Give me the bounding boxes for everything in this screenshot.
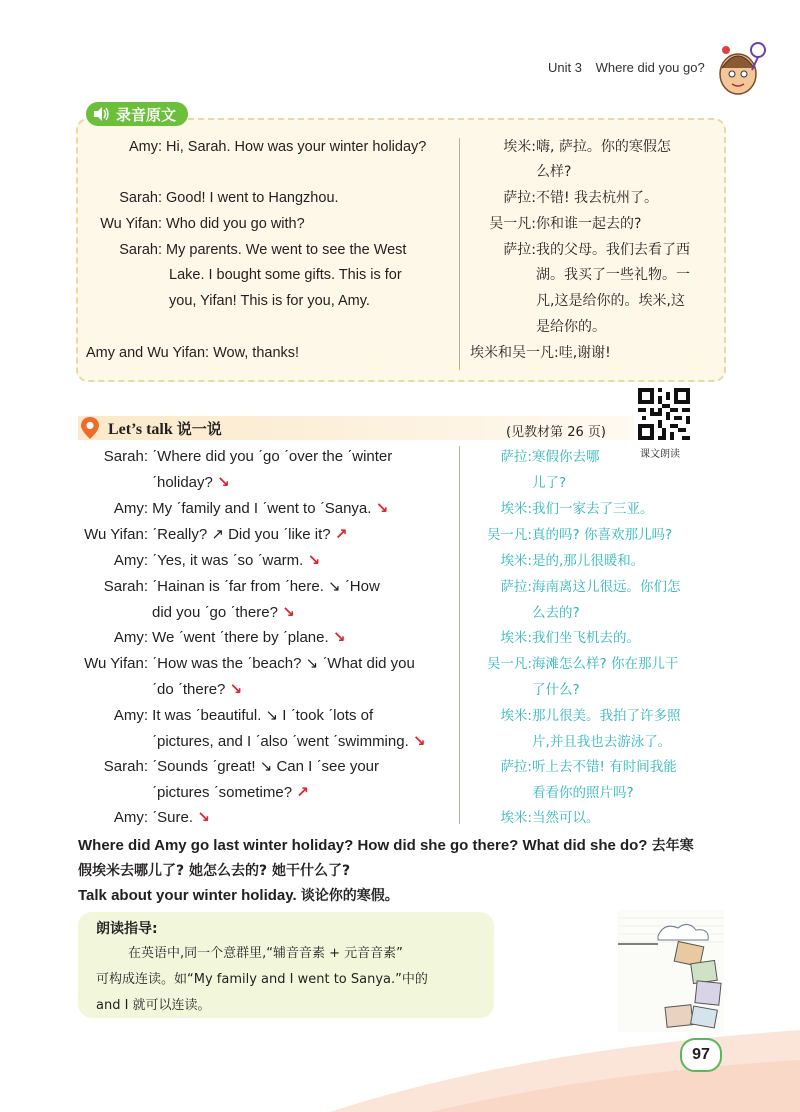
location-pin-icon (80, 416, 100, 440)
rec-zh-text: 凡,这是给你的。埃米,这 (536, 293, 685, 309)
rec-zh-text: 不错! 我去杭州了。 (536, 190, 659, 206)
translation-line (476, 578, 681, 596)
falling-intonation-icon: ↘ (412, 733, 426, 750)
speaker-label: Amy: (128, 139, 162, 155)
unit-label: Unit 3 (548, 60, 582, 75)
speaker-label: Sarah: (103, 758, 148, 775)
dialogue-line (78, 707, 373, 725)
dialogue-text: ˊWhere did you ˊgo ˊover the ˊwinter (152, 448, 393, 465)
dialogue-line (152, 604, 295, 622)
dialogue-line (78, 500, 388, 518)
speaker-label: Wu Yifan: (100, 216, 162, 232)
reading-guide-line: 可构成连读。如“My family and I went to Sanya.”中的 (96, 972, 428, 987)
speaker-label: Sarah: (119, 242, 162, 258)
rec-zh-line (470, 189, 658, 207)
dialogue-line (152, 474, 230, 492)
rec-en-text: Good! I went to Hangzhou. (166, 190, 339, 206)
speaker-label: 萨拉: (500, 449, 532, 465)
rec-en-line (86, 241, 406, 259)
talk-title-cn: 说一说 (176, 420, 222, 438)
dialogue-text: ˊHow was the ˊbeach? ↘ ˊWhat did you (152, 655, 415, 672)
dialogue-line (78, 552, 320, 570)
translation-text: 儿了? (532, 475, 567, 491)
speaker-label: Sarah: (103, 578, 148, 595)
question-en: Where did Amy go last winter holiday? How did she go there? What did she do? (78, 837, 648, 854)
dialogue-text: ˊYes, it was ˊso ˊwarm. (152, 552, 304, 569)
speaker-label: Amy and Wu Yifan: (86, 345, 210, 361)
speaker-label: 埃米: (500, 810, 532, 826)
rec-zh-line (470, 344, 611, 362)
question-cn: 假埃米去哪儿了? 她怎么去的? 她干什么了? (78, 863, 351, 879)
rec-zh-text: 哇,谢谢! (558, 345, 611, 361)
speaker-label: Sarah: (103, 448, 148, 465)
rec-zh-text: 是给你的。 (536, 319, 606, 335)
speaker-label: 埃米和吴一凡: (470, 345, 559, 361)
qr-label: 课文朗读 (640, 449, 680, 460)
page-number (680, 1038, 722, 1072)
dialogue-line (152, 784, 309, 802)
translation-line (476, 809, 600, 827)
rising-intonation-icon: ↗ (296, 784, 309, 801)
translation-text: 听上去不错! 有时间我能 (532, 759, 677, 775)
dialogue-text: My ˊfamily and I ˊwent to ˊSanya. (152, 500, 372, 517)
translation-text: 是的,那儿很暖和。 (532, 553, 645, 569)
rec-zh-text: 嗨, 萨拉。你的寒假怎 (536, 139, 671, 155)
dialogue-text: ˊSure. (152, 809, 194, 826)
translation-line (476, 629, 640, 647)
translation-text: 寒假你去哪 (532, 449, 600, 465)
reading-guide-line: 在英语中,同一个意群里,“辅音音素 + 元音音素” (128, 946, 403, 961)
recording-badge[interactable] (86, 102, 188, 126)
translation-text: 海滩怎么样? 你在那儿干 (532, 656, 679, 672)
textbook-reference: (见教材第 26 页) (506, 425, 606, 440)
rec-zh-line (470, 241, 690, 259)
speaker-label: 萨拉: (500, 759, 532, 775)
reading-guide-title: 朗读指导: (96, 921, 158, 937)
rec-zh-text: 你和谁一起去的? (536, 216, 642, 232)
speaker-label: 埃米: (500, 501, 532, 517)
column-divider (459, 138, 460, 370)
falling-intonation-icon: ↘ (229, 681, 243, 698)
dialogue-text: ˊpictures ˊsometime? (152, 784, 293, 801)
translation-text: 我们一家去了三亚。 (532, 501, 654, 517)
dialogue-text: ˊReally? ↗ Did you ˊlike it? (152, 526, 331, 543)
speaker-label: Wu Yifan: (84, 526, 148, 543)
speaker-label: 埃米: (503, 139, 536, 155)
speaker-label: Amy: (113, 552, 148, 569)
dialogue-text: ˊHainan is ˊfar from ˊhere. ↘ ˊHow (152, 578, 380, 595)
rec-en-text: Lake. I bought some gifts. This is for (169, 267, 402, 283)
speaker-label: 埃米: (500, 630, 532, 646)
dialogue-text: ˊholiday? (152, 474, 213, 491)
rec-zh-text: 我的父母。我们去看了西 (536, 242, 690, 258)
translation-text: 当然可以。 (532, 810, 600, 826)
dialogue-line (78, 448, 392, 466)
rec-zh-text: 么样? (536, 164, 572, 180)
falling-intonation-icon: ↘ (307, 552, 321, 569)
dialogue-text: ˊdo ˊthere? (152, 681, 226, 698)
speaker-label: Amy: (113, 500, 148, 517)
reading-guide-line: and I 就可以连读。 (96, 998, 211, 1013)
translation-line (476, 448, 600, 466)
rec-en-line (86, 189, 339, 207)
rec-en-text: Wow, thanks! (213, 345, 300, 361)
rec-en-line (86, 138, 426, 156)
speaker-label: 吴一凡: (486, 656, 532, 672)
speaker-icon (92, 105, 110, 123)
speaker-label: Amy: (113, 629, 148, 646)
rec-zh-line (470, 215, 641, 233)
rec-en-line (86, 215, 305, 233)
rec-zh-line (470, 138, 671, 156)
rec-en-text: Who did you go with? (166, 216, 305, 232)
translation-text: 我们坐飞机去的。 (532, 630, 640, 646)
column-divider (459, 446, 460, 824)
speaker-label: 埃米: (500, 708, 532, 724)
translation-text: 那儿很美。我拍了许多照 (532, 708, 681, 724)
talk-title (108, 418, 222, 439)
holiday-photos-illustration (618, 910, 724, 1032)
translation-line (476, 526, 672, 544)
question-line (78, 885, 399, 905)
dialogue-line (78, 809, 210, 827)
dialogue-line (78, 526, 347, 544)
speaker-label: 萨拉: (503, 190, 536, 206)
dialogue-line (78, 578, 380, 596)
translation-text: 看看你的照片吗? (532, 785, 634, 801)
question-cn: 谈论你的寒假。 (300, 888, 399, 904)
recording-badge-label: 录音原文 (116, 105, 177, 124)
question-line (78, 835, 694, 855)
question-cn: 去年寒 (651, 838, 694, 854)
rec-zh-text: 湖。我买了一些礼物。一 (536, 267, 690, 283)
dialogue-text: ˊpictures, and I ˊalso ˊwent ˊswimming. (152, 733, 409, 750)
translation-line (476, 655, 678, 673)
speaker-label: Amy: (113, 809, 148, 826)
dialogue-text: It was ˊbeautiful. ↘ I ˊtook ˊlots of (152, 707, 374, 724)
dialogue-text: ˊSounds ˊgreat! ↘ Can I ˊsee your (152, 758, 380, 775)
unit-title: Where did you go? (595, 60, 705, 75)
dialogue-line (78, 655, 415, 673)
translation-text: 么去的? (532, 605, 580, 621)
dialogue-line (152, 733, 426, 751)
dialogue-line (78, 629, 345, 647)
speaker-label: 吴一凡: (486, 527, 532, 543)
translation-text: 片,并且我也去游泳了。 (532, 734, 672, 750)
translation-text: 真的吗? 你喜欢那儿吗? (532, 527, 673, 543)
translation-text: 了什么? (532, 682, 580, 698)
rec-en-line (86, 344, 299, 362)
speaker-label: 埃米: (500, 553, 532, 569)
rec-en-text: Hi, Sarah. How was your winter holiday? (166, 139, 427, 155)
rec-en-text: My parents. We went to see the West (166, 242, 407, 258)
rising-intonation-icon: ↗ (334, 526, 348, 543)
rec-en-text: you, Yifan! This is for you, Amy. (169, 293, 370, 309)
speaker-label: Wu Yifan: (84, 655, 148, 672)
falling-intonation-icon: ↘ (375, 500, 389, 517)
speaker-label: Sarah: (119, 190, 162, 206)
page-footer-wave (0, 1030, 800, 1112)
dialogue-text: did you ˊgo ˊthere? (152, 604, 278, 621)
falling-intonation-icon: ↘ (197, 809, 210, 826)
mascot-illustration (712, 38, 770, 98)
falling-intonation-icon: ↘ (282, 604, 295, 621)
dialogue-line (78, 758, 379, 776)
dialogue-text: We ˊwent ˊthere by ˊplane. (152, 629, 329, 646)
dialogue-line (152, 681, 242, 699)
speaker-label: 吴一凡: (489, 216, 536, 232)
translation-line (476, 552, 644, 570)
speaker-label: 萨拉: (500, 579, 532, 595)
speaker-label: Amy: (113, 707, 148, 724)
translation-line (476, 758, 677, 776)
unit-header (548, 60, 705, 75)
question-en: Talk about your winter holiday. (78, 887, 297, 904)
translation-line (476, 707, 681, 725)
speaker-label: 萨拉: (503, 242, 536, 258)
translation-line (476, 500, 654, 518)
talk-title-en: Let’s talk (108, 421, 173, 438)
falling-intonation-icon: ↘ (332, 629, 346, 646)
translation-text: 海南离这儿很远。你们怎 (532, 579, 681, 595)
falling-intonation-icon: ↘ (217, 474, 230, 491)
page-number-text: 97 (692, 1046, 710, 1063)
qr-code-icon[interactable] (638, 388, 690, 440)
